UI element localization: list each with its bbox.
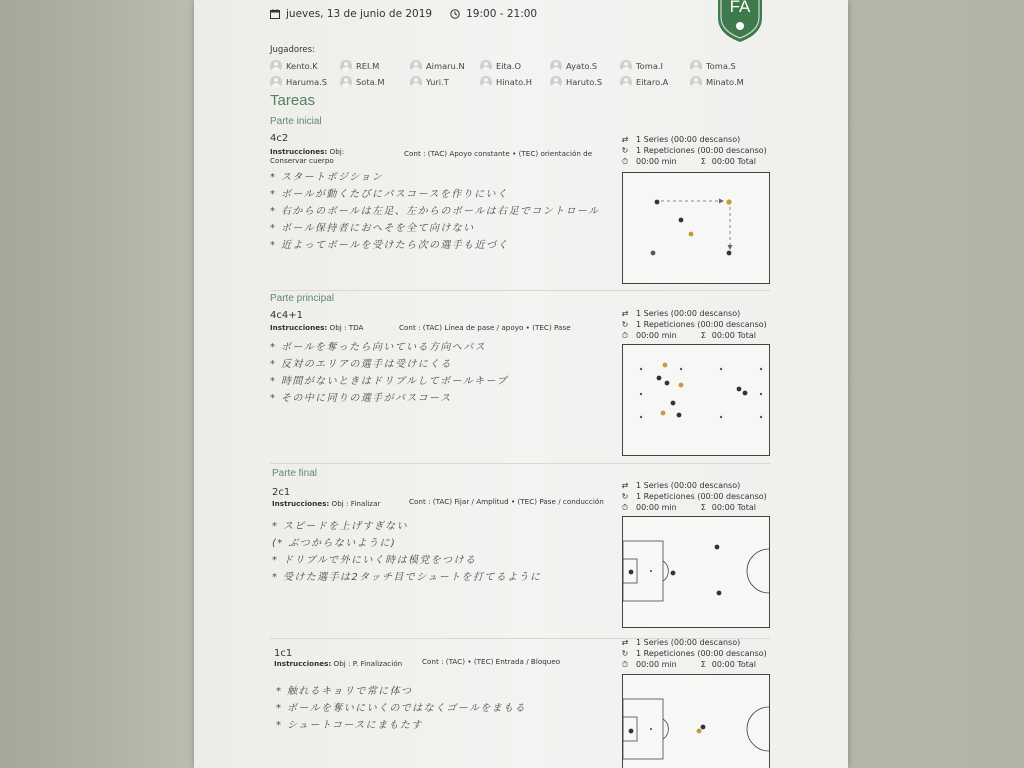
player-chip bbox=[550, 76, 608, 88]
avatar-icon bbox=[270, 60, 282, 72]
player-marker bbox=[663, 363, 668, 368]
sigma-icon: Σ bbox=[700, 331, 706, 340]
section-phase: Parte inicial bbox=[270, 116, 322, 127]
tasks-title: Tareas bbox=[270, 92, 316, 109]
avatar-icon bbox=[620, 76, 632, 88]
player-chip bbox=[340, 60, 398, 72]
player-marker bbox=[671, 401, 676, 406]
session-time: 19:00 - 21:00 bbox=[466, 8, 538, 20]
task-name: 4c4+1 bbox=[270, 310, 303, 321]
player-marker bbox=[697, 729, 702, 734]
meta-duration bbox=[620, 659, 767, 670]
handwritten-notes bbox=[272, 517, 541, 585]
player-name: REI.M bbox=[356, 61, 380, 71]
avatar-icon bbox=[620, 60, 632, 72]
meta-series-text: 1 Series (00:00 descanso) bbox=[636, 309, 741, 318]
avatar-icon bbox=[410, 60, 422, 72]
repeat-icon: ⇄ bbox=[621, 481, 629, 490]
drill-diagram bbox=[622, 516, 770, 628]
note-line: * 時間がないときはドリブルしてボールキープ bbox=[270, 376, 508, 387]
player-marker bbox=[679, 383, 684, 388]
session-sheet bbox=[194, 0, 848, 768]
note-line: * 近よってボールを受けたら次の選手も近づく bbox=[270, 240, 509, 251]
player-name: Eitaro.A bbox=[636, 77, 669, 87]
note-line: * 受けた選手は2タッチ目でシュートを打てるように bbox=[272, 572, 542, 583]
session-date: jueves, 13 de junio de 2019 bbox=[286, 8, 433, 20]
meta-min-text: 00:00 min bbox=[636, 660, 677, 669]
player-marker bbox=[717, 591, 722, 596]
repeat-icon: ⇄ bbox=[621, 638, 629, 647]
players-label: Jugadores: bbox=[270, 45, 315, 55]
meta-min-text: 00:00 min bbox=[636, 157, 677, 166]
player-name: Toma.I bbox=[636, 61, 663, 71]
player-chip bbox=[690, 60, 748, 72]
avatar-icon bbox=[480, 76, 492, 88]
player-chip bbox=[340, 76, 398, 88]
note-line: * ボールを奪ったら向いている方向へパス bbox=[270, 342, 486, 353]
meta-total-text: 00:00 Total bbox=[711, 503, 757, 512]
meta-min-text: 00:00 min bbox=[636, 331, 677, 340]
stopwatch-icon: ⏱ bbox=[621, 157, 629, 166]
player-marker bbox=[665, 381, 670, 386]
player-chip bbox=[410, 76, 468, 88]
note-line: * その中に同りの選手がパスコース bbox=[270, 393, 452, 404]
meta-duration bbox=[620, 502, 767, 513]
section-phase: Parte final bbox=[272, 468, 318, 479]
refresh-icon: ↻ bbox=[621, 492, 629, 501]
meta-total-text: 00:00 Total bbox=[711, 660, 757, 669]
player-marker bbox=[629, 570, 634, 575]
meta-reps bbox=[620, 145, 767, 156]
meta-series bbox=[620, 637, 767, 648]
avatar-icon bbox=[690, 60, 702, 72]
player-marker bbox=[689, 232, 694, 237]
player-name: Toma.S bbox=[706, 61, 736, 71]
player-marker bbox=[726, 199, 731, 204]
avatar-icon bbox=[270, 76, 282, 88]
stopwatch-icon: ⏱ bbox=[621, 503, 629, 512]
player-name: Ayato.S bbox=[566, 61, 598, 71]
task-instructions: Instrucciones: Obj : TDA bbox=[270, 323, 364, 332]
note-line: * スピードを上げすぎない bbox=[272, 521, 408, 532]
note-line: * ボールを奪いにいくのではなくゴールをまもる bbox=[276, 703, 526, 714]
drill-diagram bbox=[622, 344, 770, 456]
player-name: Kento.K bbox=[286, 61, 318, 71]
repeat-icon: ⇄ bbox=[621, 135, 629, 144]
task-meta bbox=[620, 308, 767, 341]
repeat-icon: ⇄ bbox=[621, 309, 629, 318]
players-list bbox=[270, 60, 770, 88]
player-name: Minato.M bbox=[706, 77, 744, 87]
logo-text: FA bbox=[729, 0, 751, 16]
task-meta bbox=[620, 480, 767, 513]
player-chip bbox=[270, 60, 328, 72]
sigma-icon: Σ bbox=[700, 157, 706, 166]
meta-series bbox=[620, 480, 767, 491]
section-divider bbox=[270, 290, 770, 291]
task-content: Cont : (TAC) Apoyo constante • (TEC) orientación de bbox=[404, 149, 593, 158]
task-name: 4c2 bbox=[270, 133, 289, 144]
player-chip bbox=[410, 60, 468, 72]
player-marker bbox=[651, 251, 656, 256]
meta-reps bbox=[620, 648, 767, 659]
player-marker bbox=[657, 376, 662, 381]
meta-total-text: 00:00 Total bbox=[711, 157, 757, 166]
player-name: Haruto.S bbox=[566, 77, 603, 87]
task-name: 1c1 bbox=[274, 648, 293, 659]
note-line: (* ぶつからないように) bbox=[272, 538, 397, 549]
player-marker bbox=[629, 729, 634, 734]
handwritten-notes bbox=[270, 168, 600, 253]
meta-series-text: 1 Series (00:00 descanso) bbox=[636, 481, 741, 490]
task-meta bbox=[620, 637, 767, 670]
refresh-icon: ↻ bbox=[621, 649, 629, 658]
meta-reps-text: 1 Repeticiones (00:00 descanso) bbox=[636, 146, 767, 155]
club-logo bbox=[714, 0, 766, 42]
refresh-icon: ↻ bbox=[621, 146, 629, 155]
avatar-icon bbox=[340, 60, 352, 72]
avatar-icon bbox=[690, 76, 702, 88]
section-divider bbox=[270, 463, 770, 464]
task-content: Cont : (TAC) • (TEC) Entrada / Bloqueo bbox=[422, 657, 561, 666]
player-chip bbox=[550, 60, 608, 72]
section-phase: Parte principal bbox=[270, 293, 334, 304]
task-content: Cont : (TAC) Línea de pase / apoyo • (TEC) Pase bbox=[399, 323, 571, 332]
player-marker bbox=[679, 218, 684, 223]
avatar-icon bbox=[550, 76, 562, 88]
player-name: Aimaru.N bbox=[426, 61, 465, 71]
player-chip bbox=[480, 60, 538, 72]
meta-total-text: 00:00 Total bbox=[711, 331, 757, 340]
player-marker bbox=[715, 545, 720, 550]
refresh-icon: ↻ bbox=[621, 320, 629, 329]
clock-icon bbox=[450, 9, 460, 19]
player-name: Hinato.H bbox=[496, 77, 532, 87]
player-chip bbox=[480, 76, 538, 88]
meta-reps bbox=[620, 319, 767, 330]
stopwatch-icon: ⏱ bbox=[621, 331, 629, 340]
meta-reps-text: 1 Repeticiones (00:00 descanso) bbox=[636, 492, 767, 501]
note-line: * 右からのボールは左足、左からのボールは右足でコントロール bbox=[270, 206, 600, 217]
drill-diagram bbox=[622, 674, 770, 768]
player-marker bbox=[701, 725, 706, 730]
player-name: Yuri.T bbox=[426, 77, 449, 87]
meta-series-text: 1 Series (00:00 descanso) bbox=[636, 135, 741, 144]
player-name: Haruma.S bbox=[286, 77, 328, 87]
note-line: * ボール保持者におへそを全て向けない bbox=[270, 223, 475, 234]
task-instructions: Instrucciones: Obj : Finalizar bbox=[272, 499, 381, 508]
player-marker bbox=[661, 411, 666, 416]
task-content: Cont : (TAC) Fijar / Amplitud • (TEC) Pase / conducción bbox=[409, 497, 604, 506]
note-line: * ドリブルで外にいく時は模党をつける bbox=[272, 555, 477, 566]
meta-min-text: 00:00 min bbox=[636, 503, 677, 512]
task-instructions: Instrucciones: Obj : P. Finalización bbox=[274, 659, 403, 668]
note-line: * 反対のエリアの選手は受けにくる bbox=[270, 359, 452, 370]
player-marker bbox=[743, 391, 748, 396]
player-chip bbox=[690, 76, 748, 88]
player-marker bbox=[677, 413, 682, 418]
task-instructions: Instrucciones: Obj: Conservar cuerpo bbox=[270, 147, 345, 165]
player-marker bbox=[655, 200, 660, 205]
task-meta bbox=[620, 134, 767, 167]
meta-series bbox=[620, 134, 767, 145]
player-marker bbox=[727, 251, 732, 256]
handwritten-notes bbox=[276, 682, 526, 733]
player-name: Sota.M bbox=[356, 77, 385, 87]
player-marker bbox=[737, 387, 742, 392]
player-name: Eita.O bbox=[496, 61, 522, 71]
sigma-icon: Σ bbox=[700, 503, 706, 512]
meta-reps bbox=[620, 491, 767, 502]
meta-series bbox=[620, 308, 767, 319]
player-chip bbox=[620, 60, 678, 72]
player-chip bbox=[270, 76, 328, 88]
session-header bbox=[270, 8, 537, 20]
avatar-icon bbox=[480, 60, 492, 72]
handwritten-notes bbox=[270, 338, 508, 406]
avatar-icon bbox=[340, 76, 352, 88]
calendar-icon bbox=[270, 9, 280, 19]
meta-reps-text: 1 Repeticiones (00:00 descanso) bbox=[636, 320, 767, 329]
player-chip bbox=[620, 76, 678, 88]
stopwatch-icon: ⏱ bbox=[621, 660, 629, 669]
note-line: * シュートコースにまもたす bbox=[276, 720, 423, 731]
meta-reps-text: 1 Repeticiones (00:00 descanso) bbox=[636, 649, 767, 658]
task-name: 2c1 bbox=[272, 487, 291, 498]
note-line: * ボールが動くたびにパスコースを作りにいく bbox=[270, 189, 509, 200]
avatar-icon bbox=[550, 60, 562, 72]
note-line: * スタートポジション bbox=[270, 172, 384, 183]
avatar-icon bbox=[410, 76, 422, 88]
player-marker bbox=[671, 571, 676, 576]
meta-duration bbox=[620, 330, 767, 341]
sigma-icon: Σ bbox=[700, 660, 706, 669]
drill-diagram bbox=[622, 172, 770, 284]
meta-series-text: 1 Series (00:00 descanso) bbox=[636, 638, 741, 647]
meta-duration bbox=[620, 156, 767, 167]
note-line: * 触れるキョリで常に体つ bbox=[276, 686, 413, 697]
